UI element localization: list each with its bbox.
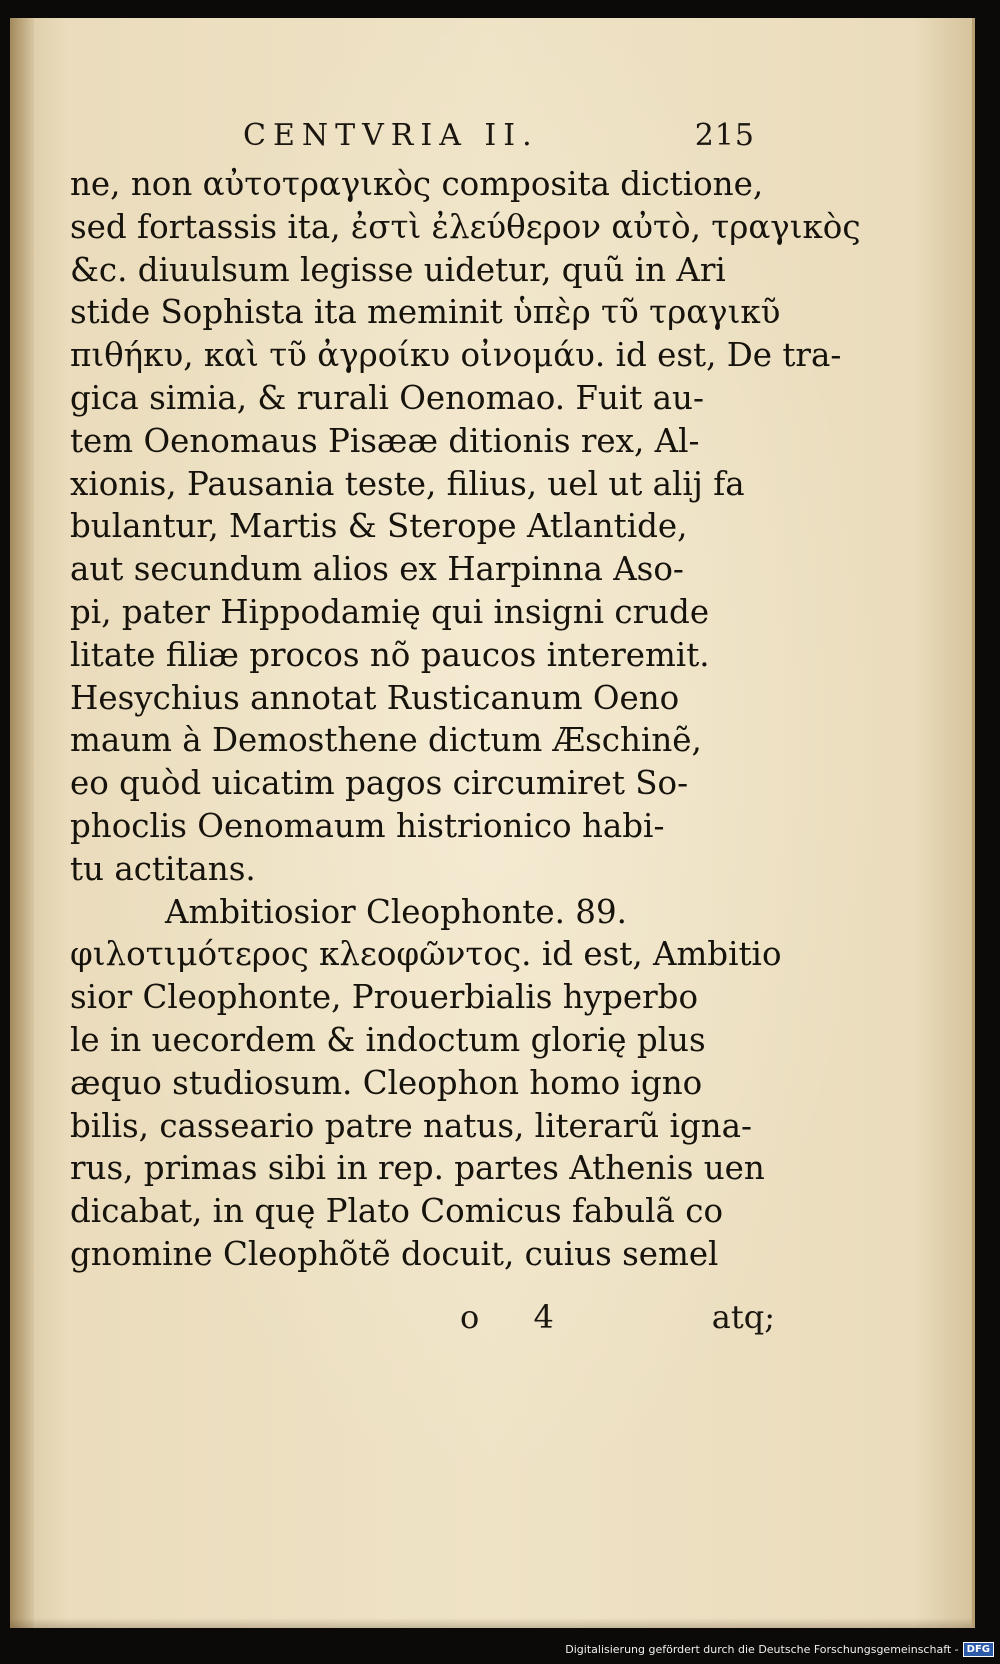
text-line: æquo studiosum. Cleophon homo igno [70, 1063, 703, 1102]
text-line: dicabat, in quę Plato Comicus fabulã co [70, 1192, 724, 1231]
text-line: sior Cleophonte, Prouerbialis hyperbo [70, 978, 699, 1017]
credit-text: Digitalisierung gefördert durch die Deutsche Forschungsgemeinschaft - [565, 1642, 959, 1656]
text-line: φιλοτιμότερος κλεοφῶντος. id est, Ambitio [70, 935, 782, 974]
book-page [10, 18, 975, 1628]
text-line: gica simia, & rurali Oenomao. Fuit au- [70, 378, 704, 417]
body-text [70, 163, 861, 1276]
running-head-title: CENTVRIA II. [243, 118, 539, 153]
text-line: maum à Demosthene dictum Æschinẽ, [70, 721, 702, 760]
text-line: &c. diuulsum legisse uidetur, quũ in Ari [70, 250, 726, 289]
text-line: stide Sophista ita meminit ὑπὲρ τῦ τραγικῦ [70, 293, 781, 332]
text-line: ne, non αὐτοτραγικὸς composita dictione, [70, 165, 764, 203]
text-line: πιθήκυ, καὶ τῦ ἀγροίκυ οἰνομάυ. id est, De tra- [70, 336, 842, 375]
text-line: phoclis Oenomaum histrionico habi- [70, 806, 665, 845]
page-gutter [10, 18, 34, 1628]
running-head [215, 118, 755, 158]
text-line: gnomine Cleophõtẽ docuit, cuius semel [70, 1234, 719, 1273]
text-line: Hesychius annotat Rusticanum Oeno [70, 678, 680, 717]
digitization-credit [565, 1638, 994, 1660]
text-line: rus, primas sibi in rep. partes Athenis uen [70, 1149, 765, 1188]
text-line: tu actitans. [70, 849, 256, 888]
text-line: litate filiæ procos nõ paucos interemit. [70, 635, 710, 674]
page-bottom-shadow [10, 1618, 972, 1628]
text-line: tem Oenomaus Pisææ ditionis rex, Al- [70, 421, 700, 460]
text-line: le in uecordem & indoctum glorię plus [70, 1020, 706, 1059]
text-line: aut secundum alios ex Harpinna Aso- [70, 550, 684, 589]
catchword: atq; [711, 1298, 775, 1336]
text-line: pi, pater Hippodamię qui insigni crude [70, 592, 710, 631]
text-line: xionis, Pausania teste, filius, uel ut alij fa [70, 464, 745, 503]
signature-mark: o 4 [460, 1298, 576, 1336]
page-number: 215 [694, 118, 755, 153]
page-footer [70, 1298, 775, 1348]
text-line: bulantur, Martis & Sterope Atlantide, [70, 507, 688, 546]
proverb-heading: Ambitiosior Cleophonte. 89. [165, 892, 627, 931]
text-line: bilis, casseario patre natus, literarũ igna- [70, 1106, 752, 1145]
text-line: eo quòd uicatim pagos circumiret So- [70, 764, 689, 803]
dfg-logo-icon: DFG [963, 1642, 994, 1657]
text-line: sed fortassis ita, ἐστὶ ἐλεύθερον αὐτὸ, τραγικὸς [70, 207, 861, 246]
